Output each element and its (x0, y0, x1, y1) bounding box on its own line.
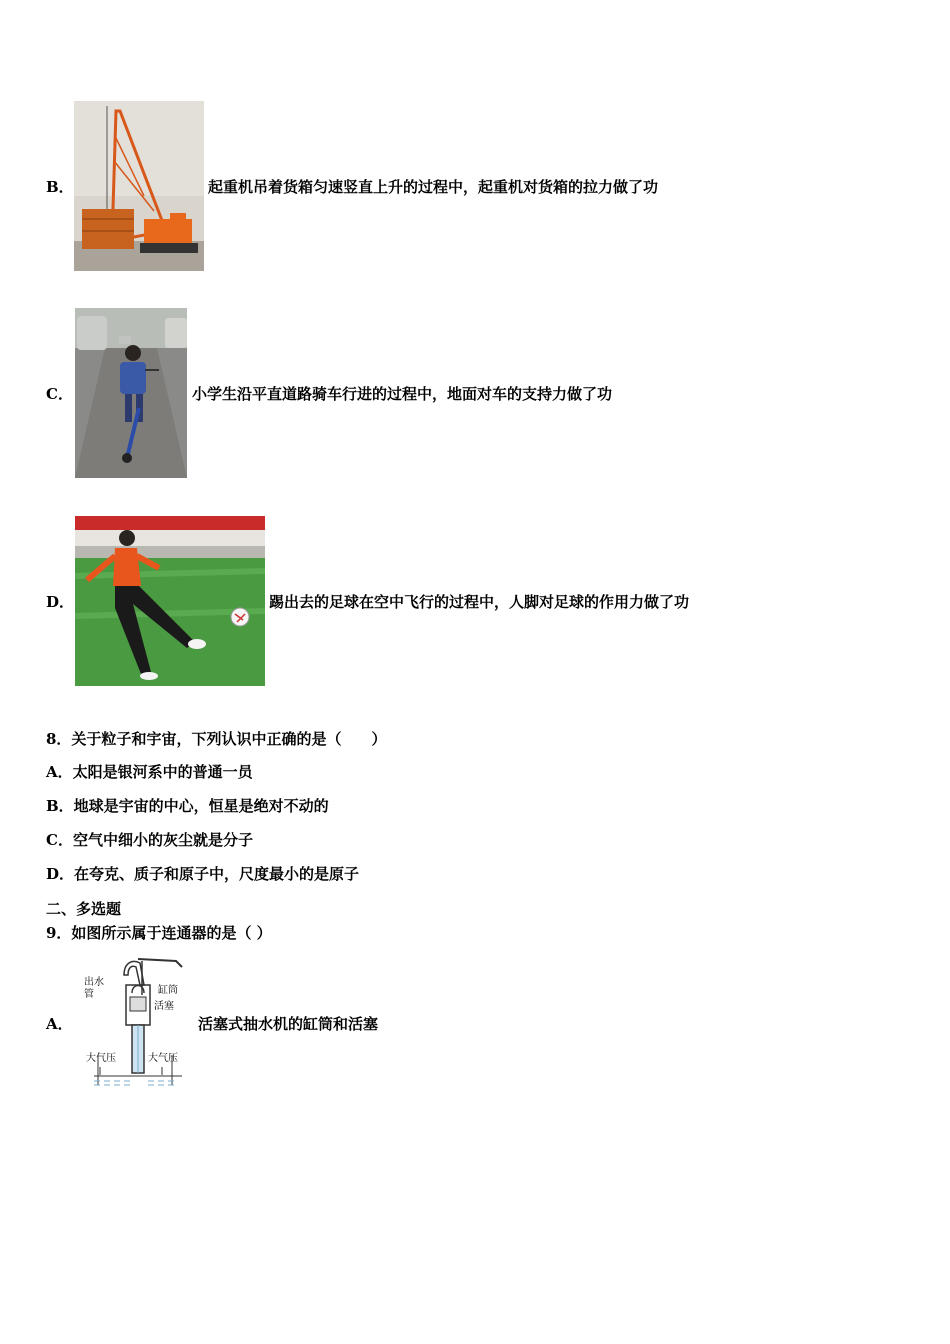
crane-photo (74, 101, 204, 271)
q8-option-d: D．在夸克、质子和原子中，尺度最小的是原子 (46, 865, 360, 883)
q9-option-a-letter: A． (46, 1014, 73, 1033)
q9-stem: 9．如图所示属于连通器的是（ ） (46, 924, 272, 942)
option-d-text: 踢出去的足球在空中飞行的过程中，人脚对足球的作用力做了功 (269, 592, 690, 611)
q9-option-a (46, 955, 378, 1091)
q9-option-a-text: 活塞式抽水机的缸筒和活塞 (198, 1014, 379, 1033)
label-cylinder: 缸筒 (158, 985, 178, 996)
label-piston: 活塞 (154, 1001, 174, 1012)
pump-diagram (80, 955, 192, 1091)
scooter-photo (75, 308, 187, 478)
label-outlet-line1: 出水 (84, 977, 104, 988)
option-b (46, 101, 658, 271)
section-heading: 二、多选题 (46, 900, 122, 918)
q8-option-a: A．太阳是银河系中的普通一员 (46, 763, 253, 781)
q8-option-c: C．空气中细小的灰尘就是分子 (46, 831, 253, 849)
option-d-letter: D． (46, 592, 75, 611)
q8-option-b: B．地球是宇宙的中心，恒星是绝对不动的 (46, 797, 329, 815)
option-d (46, 516, 689, 686)
label-outlet-line2: 管 (84, 989, 94, 1000)
label-atm-left: 大气压 (86, 1053, 116, 1064)
option-c (46, 308, 612, 478)
football-photo (75, 516, 265, 686)
option-c-text: 小学生沿平直道路骑车行进的过程中，地面对车的支持力做了功 (192, 384, 613, 403)
option-b-letter: B． (46, 177, 74, 196)
option-b-text: 起重机吊着货箱匀速竖直上升的过程中，起重机对货箱的拉力做了功 (208, 177, 659, 196)
option-c-letter: C． (46, 384, 73, 403)
label-atm-right: 大气压 (148, 1053, 178, 1064)
q8-stem: 8．关于粒子和宇宙，下列认识中正确的是（ ） (46, 730, 387, 748)
